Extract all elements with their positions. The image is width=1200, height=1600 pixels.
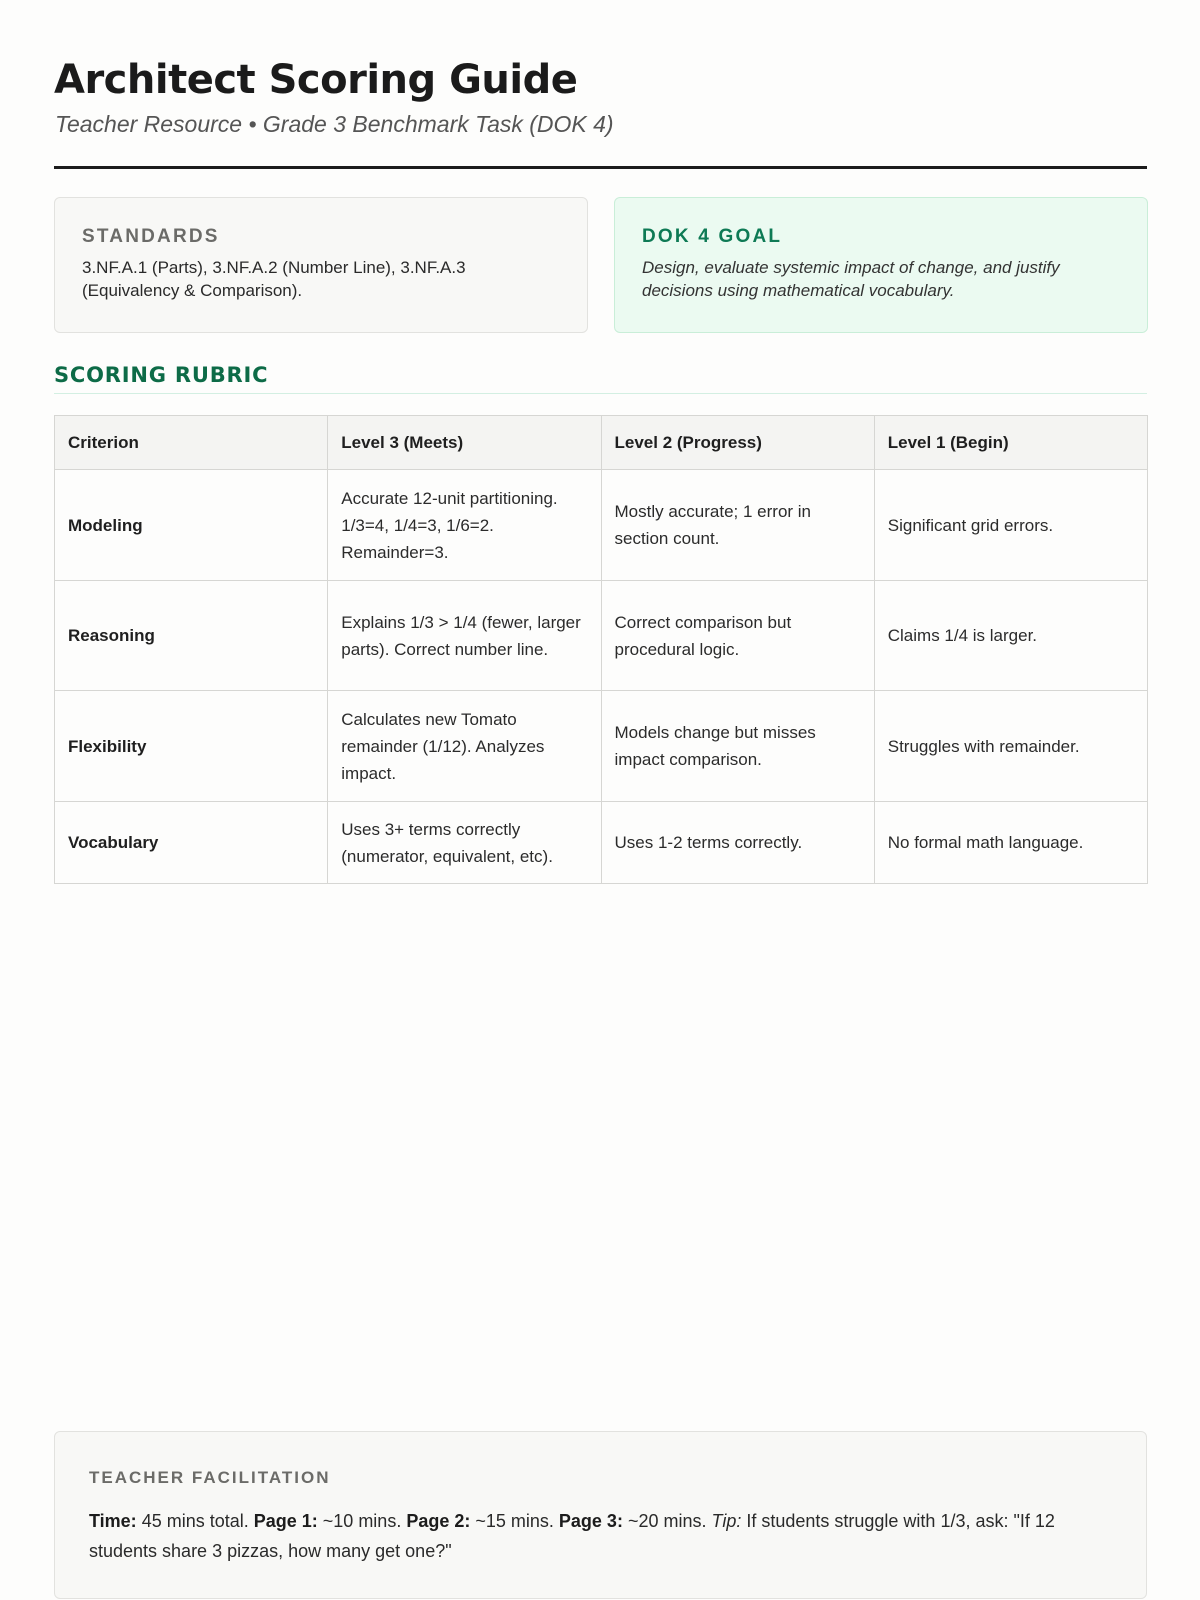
table-row — [55, 802, 1148, 884]
goal-text: Design, evaluate systemic impact of change, and justify decisions using mathematical vocabulary. — [642, 258, 1060, 300]
goal-label: DOK 4 GOAL — [642, 226, 783, 247]
level-3-cell: Explains 1/3 > 1/4 (fewer, larger parts). Correct number line. — [328, 581, 601, 691]
criterion-cell: Vocabulary — [55, 802, 328, 884]
level-1-cell: No formal math language. — [874, 802, 1147, 884]
page3-label: Page 3: — [558, 1511, 623, 1531]
dok4-goal-card — [614, 197, 1148, 333]
page-title: Architect Scoring Guide — [54, 57, 578, 103]
header-divider — [54, 166, 1147, 169]
standards-text: 3.NF.A.1 (Parts), 3.NF.A.2 (Number Line), 3.NF.A.3 (Equivalency & Comparison). — [82, 258, 466, 300]
criterion-cell: Reasoning — [55, 581, 328, 691]
level-1-cell: Struggles with remainder. — [874, 691, 1147, 802]
facilitation-label: TEACHER FACILITATION — [89, 1468, 331, 1487]
column-header-level-2: Level 2 (Progress) — [601, 416, 874, 470]
page2-value: ~15 mins. — [470, 1511, 559, 1531]
teacher-facilitation-box — [54, 1431, 1147, 1599]
table-row — [55, 470, 1148, 581]
facilitation-text — [89, 1506, 1112, 1566]
page1-label: Page 1: — [253, 1511, 318, 1531]
level-3-cell: Calculates new Tomato remainder (1/12). Analyzes impact. — [328, 691, 601, 802]
page1-value: ~10 mins. — [317, 1511, 407, 1531]
page-subtitle: Teacher Resource • Grade 3 Benchmark Task (DOK 4) — [55, 111, 614, 137]
standards-label: STANDARDS — [82, 226, 220, 247]
column-header-criterion: Criterion — [55, 416, 328, 470]
level-3-cell: Uses 3+ terms correctly (numerator, equivalent, etc). — [328, 802, 601, 884]
time-label: Time: — [89, 1511, 137, 1531]
level-2-cell: Correct comparison but procedural logic. — [601, 581, 874, 691]
level-2-cell: Models change but misses impact comparison. — [601, 691, 874, 802]
rubric-heading: SCORING RUBRIC — [54, 363, 269, 387]
tip-value: If students struggle with 1/3, ask: "If 12 students share 3 pizzas, how many get one?" — [89, 1511, 1055, 1561]
scoring-rubric-table — [54, 415, 1148, 884]
standards-card — [54, 197, 588, 333]
column-header-level-1: Level 1 (Begin) — [874, 416, 1147, 470]
level-3-cell: Accurate 12-unit partitioning. 1/3=4, 1/4=3, 1/6=2. Remainder=3. — [328, 470, 601, 581]
time-value: 45 mins total. — [136, 1511, 254, 1531]
rubric-heading-underline — [54, 393, 1147, 394]
page3-value: ~20 mins. — [622, 1511, 712, 1531]
level-2-cell: Mostly accurate; 1 error in section count. — [601, 470, 874, 581]
level-1-cell: Significant grid errors. — [874, 470, 1147, 581]
document-page — [54, 0, 1147, 1600]
level-2-cell: Uses 1-2 terms correctly. — [601, 802, 874, 884]
tip-label: Tip: — [711, 1511, 742, 1531]
criterion-cell: Modeling — [55, 470, 328, 581]
table-row — [55, 581, 1148, 691]
column-header-level-3: Level 3 (Meets) — [328, 416, 601, 470]
page2-label: Page 2: — [406, 1511, 471, 1531]
table-header-row — [55, 416, 1148, 470]
criterion-cell: Flexibility — [55, 691, 328, 802]
table-row — [55, 691, 1148, 802]
level-1-cell: Claims 1/4 is larger. — [874, 581, 1147, 691]
